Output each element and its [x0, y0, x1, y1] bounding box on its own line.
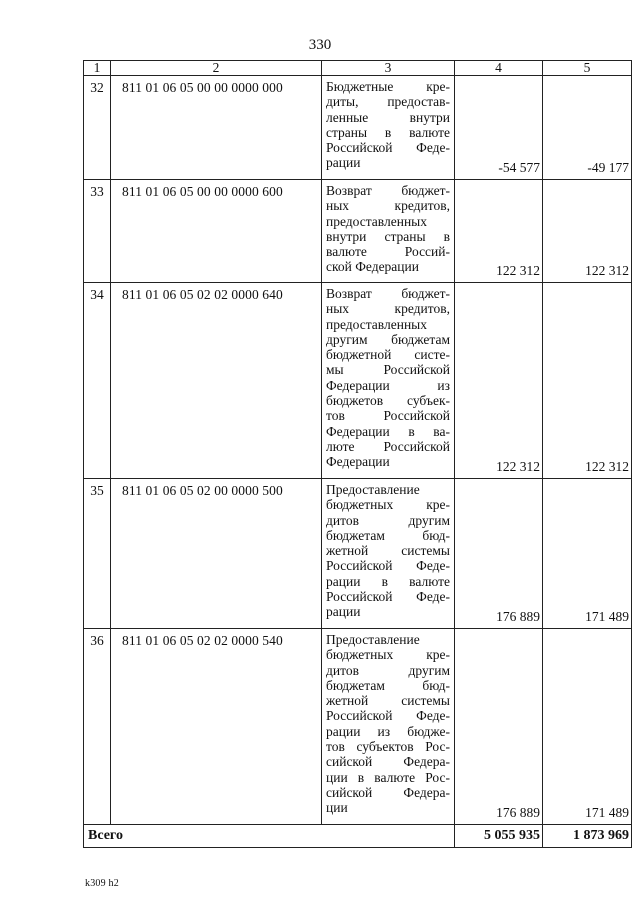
budget-code: 811 01 06 05 02 02 0000 640: [111, 283, 322, 479]
column-numbers-row: [84, 61, 632, 76]
item-name-line: тов Российской: [326, 408, 450, 424]
table-row: [84, 629, 632, 825]
column-header: 3: [322, 61, 455, 76]
value-col-4: 122 312: [455, 180, 543, 283]
item-name-line: сийской Федера-: [326, 754, 450, 770]
item-name-line: Федерации из: [326, 377, 450, 393]
row-number: 34: [84, 283, 111, 479]
item-name-line: бюджетам бюд-: [326, 527, 450, 543]
table-row: [84, 479, 632, 629]
value-col-4: -54 577: [455, 76, 543, 180]
value-col-5: 171 489: [543, 629, 632, 825]
item-name-line: бюджетов субъек-: [326, 393, 450, 409]
item-name-line: ленные внутри: [326, 109, 450, 125]
column-header: 5: [543, 61, 632, 76]
item-name-line: ции в валюте Рос-: [326, 769, 450, 785]
item-name-line: жетной системы: [326, 543, 450, 559]
total-col-5: 1 873 969: [543, 825, 632, 848]
total-label: Всего: [84, 825, 455, 848]
item-name-line: рации: [326, 604, 361, 620]
item-name-line: внутри страны в: [326, 228, 450, 244]
item-name-line: Российской Феде-: [326, 558, 450, 574]
item-name-line: Российской Феде-: [326, 140, 450, 156]
item-name-line: диты, предостав-: [326, 94, 450, 110]
item-name-line: мы Российской: [326, 362, 450, 378]
item-name-line: рации из бюдже-: [326, 723, 450, 739]
item-name-line: Федерации в ва-: [326, 423, 450, 439]
item-name-line: Возврат бюджет-: [326, 183, 450, 198]
item-name-line: страны в валюте: [326, 124, 450, 140]
value-col-4: 122 312: [455, 283, 543, 479]
item-name-line: Бюджетные кре-: [326, 79, 450, 94]
table-row: [84, 180, 632, 283]
item-name-line: люте Российской: [326, 438, 450, 454]
budget-code: 811 01 06 05 00 00 0000 600: [111, 180, 322, 283]
item-name-line: бюджетных кре-: [326, 497, 450, 513]
item-name-line: дитов другим: [326, 662, 450, 678]
item-name-line: жетной системы: [326, 693, 450, 709]
item-name-line: бюджетных кре-: [326, 647, 450, 663]
footer-code: k309 h2: [85, 878, 119, 889]
value-col-5: -49 177: [543, 76, 632, 180]
item-name-line: дитов другим: [326, 512, 450, 528]
page-number: 330: [308, 37, 332, 53]
row-number: 33: [84, 180, 111, 283]
item-name-line: бюджетам бюд-: [326, 677, 450, 693]
item-name-line: тов субъектов Рос-: [326, 739, 450, 755]
item-name-line: Российской Феде-: [326, 589, 450, 605]
row-number: 32: [84, 76, 111, 180]
item-name-line: рации в валюте: [326, 573, 450, 589]
item-name-line: валюте Россий-: [326, 244, 450, 260]
item-name-line: Российской Феде-: [326, 708, 450, 724]
item-name-line: предоставленных: [326, 213, 427, 229]
item-name-line: Федерации: [326, 454, 390, 470]
value-col-4: 176 889: [455, 479, 543, 629]
total-col-4: 5 055 935: [455, 825, 543, 848]
item-name-line: рации: [326, 155, 361, 171]
item-name-line: ных кредитов,: [326, 301, 450, 317]
item-name: [322, 180, 455, 283]
table-row: [84, 76, 632, 180]
item-name-line: другим бюджетам: [326, 331, 450, 347]
table-row: [84, 283, 632, 479]
budget-code: 811 01 06 05 02 02 0000 540: [111, 629, 322, 825]
item-name: [322, 629, 455, 825]
column-header: 2: [111, 61, 322, 76]
column-header: 1: [84, 61, 111, 76]
value-col-5: 171 489: [543, 479, 632, 629]
item-name-line: ской Федерации: [326, 259, 419, 275]
budget-table: [83, 60, 632, 848]
row-number: 36: [84, 629, 111, 825]
value-col-5: 122 312: [543, 180, 632, 283]
value-col-5: 122 312: [543, 283, 632, 479]
item-name: [322, 479, 455, 629]
budget-code: 811 01 06 05 02 00 0000 500: [111, 479, 322, 629]
item-name-line: бюджетной систе-: [326, 347, 450, 363]
item-name-line: ных кредитов,: [326, 198, 450, 214]
item-name-line: сийской Федера-: [326, 784, 450, 800]
column-header: 4: [455, 61, 543, 76]
item-name-line: ции: [326, 800, 348, 816]
row-number: 35: [84, 479, 111, 629]
item-name-line: Возврат бюджет-: [326, 286, 450, 301]
item-name: [322, 283, 455, 479]
item-name-line: Предоставление: [326, 482, 420, 497]
item-name-line: Предоставление: [326, 632, 420, 647]
total-row: [84, 825, 632, 848]
item-name-line: предоставленных: [326, 316, 427, 332]
item-name: [322, 76, 455, 180]
budget-code: 811 01 06 05 00 00 0000 000: [111, 76, 322, 180]
value-col-4: 176 889: [455, 629, 543, 825]
